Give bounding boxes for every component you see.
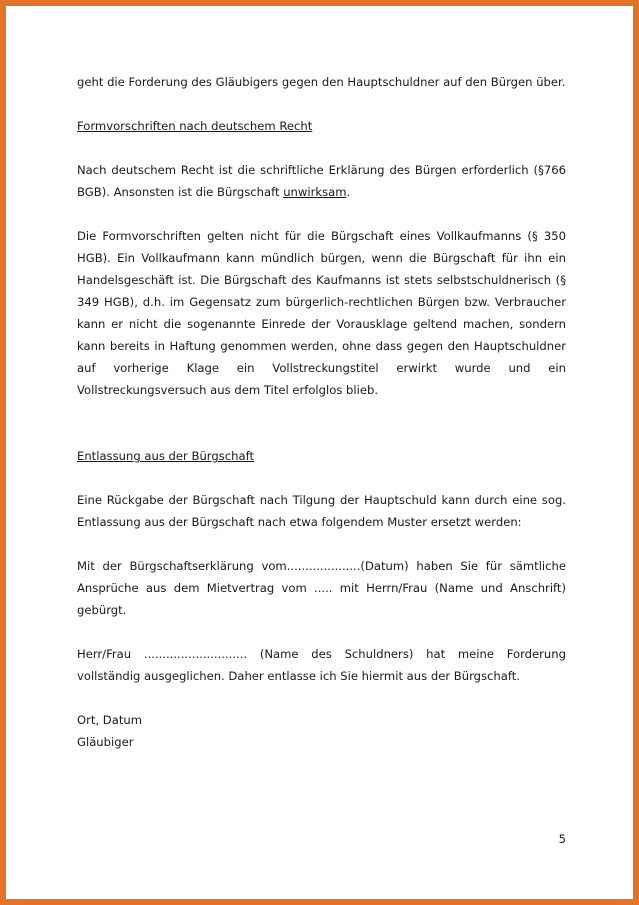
paragraph-muster-erklaerung: Mit der Bürgschaftserklärung vom....................(Datum) haben Sie für sämtliche Ansprüche aus dem Mietvertrag vom ..... mit Herrn/Frau (Name und Anschrift) gebürgt. — [77, 559, 566, 617]
paragraph-vollkaufmann: Die Formvorschriften gelten nicht für die Bürgschaft eines Vollkaufmanns (§ 350 HGB). Ein Vollkaufmann kann mündlich bürgen, wenn die Bürgschaft für ihn ein Handelsgeschäft ist. Die Bürgschaft des Kaufmanns ist stets selbstschuldnerisch (§ 349 HGB), d.h. im Gegensatz zum bürgerlich-rechtlichen Bürgen bzw. Verbraucher kann er nicht die sogenannte Einrede der Vorausklage geltend machen, sondern kann bereits in Haftung genommen werden, ohne dass gegen den Hauptschuldner auf vorherige Klage ein Vollstreckungstitel erwirkt wurde und ein Vollstreckungsversuch aus dem Titel erfolglos blieb. — [77, 229, 566, 397]
section-heading-formvorschriften: Formvorschriften nach deutschem Recht — [77, 119, 313, 133]
signature-place-date: Ort, Datum — [77, 713, 143, 727]
document-body — [77, 71, 566, 753]
signature-creditor: Gläubiger — [77, 735, 134, 749]
paragraph-schriftform-text: Nach deutschem Recht ist die schriftliche Erklärung des Bürgen erforderlich (§766 BGB). Ansonsten ist die Bürgschaft — [77, 163, 566, 199]
section-heading-entlassung: Entlassung aus der Bürgschaft — [77, 449, 255, 463]
paragraph-schriftform — [77, 159, 566, 203]
underlined-term-unwirksam: unwirksam — [283, 185, 347, 199]
paragraph-rueckgabe: Eine Rückgabe der Bürgschaft nach Tilgung der Hauptschuld kann durch eine sog. Entlassung aus der Bürgschaft nach etwa folgendem Muster ersetzt werden: — [77, 493, 566, 529]
paragraph-continuation: geht die Forderung des Gläubigers gegen den Hauptschuldner auf den Bürgen über. — [77, 75, 566, 89]
page-number: 5 — [558, 832, 566, 846]
paragraph-schriftform-end: . — [346, 185, 351, 199]
paragraph-muster-entlassung: Herr/Frau ............................ (Name des Schuldners) hat meine Forderung vollständig ausgeglichen. Daher entlasse ich Sie hiermit aus der Bürgschaft. — [77, 647, 566, 683]
